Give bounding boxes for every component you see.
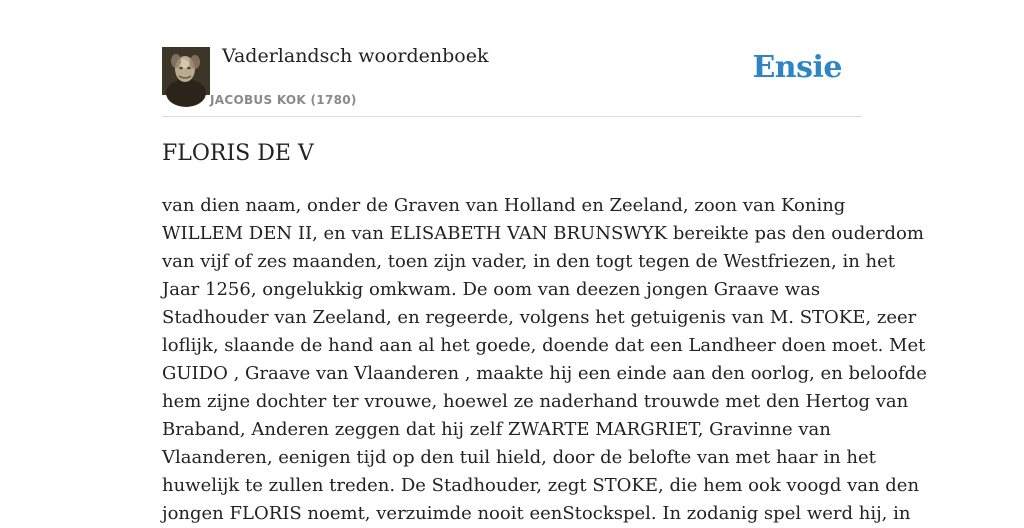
entry-line: jongen FLORIS noemt, verzuimde nooit eenStockspel. In zodanig spel werd hij, in (162, 503, 911, 524)
entry-line: Vlaanderen, eenigen tijd op den tuil hield, door de belofte van met haar in het (162, 447, 876, 468)
entry-line: Stadhouder van Zeeland, en regeerde, volgens het getuigenis van M. STOKE, zeer (162, 307, 917, 328)
ensie-logo[interactable]: Ensie (752, 50, 842, 85)
entry-line: GUIDO , Graave van Vlaanderen , maakte hij een einde aan den oorlog, en beloofde (162, 363, 927, 384)
entry-line: huwelijk te zullen treden. De Stadhouder, zegt STOKE, die hem ook voogd van den (162, 475, 920, 496)
portrait-icon (162, 47, 210, 95)
entry-line: Jaar 1256, ongelukkig omkwam. De oom van deezen jongen Graave was (162, 279, 821, 300)
entry-line: Braband, Anderen zeggen dat hij zelf ZWARTE MARGRIET, Gravinne van (162, 419, 831, 440)
entry-line: van dien naam, onder de Graven van Holland en Zeeland, zoon van Koning (162, 195, 846, 216)
entry-line: WILLEM DEN II, en van ELISABETH VAN BRUNSWYK bereikte pas den ouderdom (162, 223, 924, 244)
book-title[interactable]: Vaderlandsch woordenboek (222, 45, 489, 67)
entry-body (162, 192, 927, 528)
entry-title: FLORIS DE V (162, 141, 314, 166)
entry-line: hem zijne dochter ter vrouwe, hoewel ze naderhand trouwde met den Hertog van (162, 391, 909, 412)
entry-line: van vijf of zes maanden, toen zijn vader, in den togt tegen de Westfriezen, in het (162, 251, 896, 272)
author-name[interactable]: JACOBUS KOK (1780) (210, 93, 357, 107)
header (162, 0, 862, 117)
entry-line: loflijk, slaande de hand aan al het goede, doende dat een Landheer doen moet. Met (162, 335, 926, 356)
page-container (162, 0, 927, 524)
author-avatar[interactable] (162, 47, 210, 95)
